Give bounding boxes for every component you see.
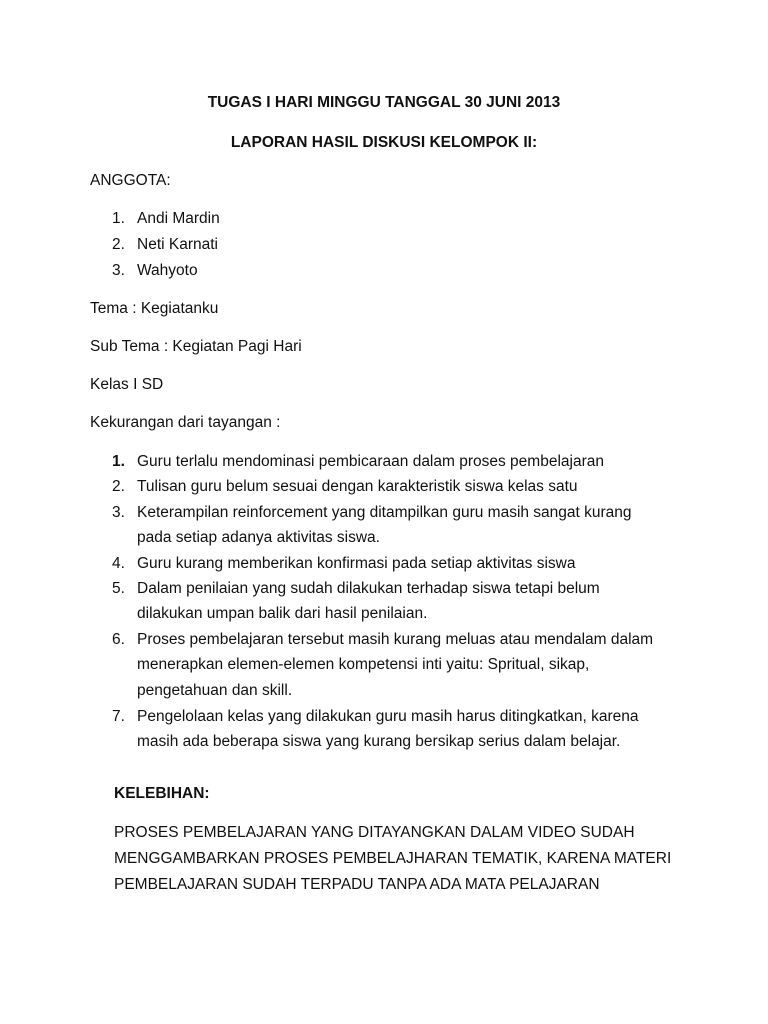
kelebihan-line: PEMBELAJARAN SUDAH TERPADU TANPA ADA MATA PELAJARAN: [114, 875, 600, 893]
list-number: 2.: [112, 478, 125, 495]
list-text-continuation: pada setiap adanya aktivitas siswa.: [137, 529, 380, 546]
tema-line: Tema : Kegiatanku: [90, 300, 219, 317]
list-text: Guru kurang memberikan konfirmasi pada setiap aktivitas siswa: [137, 555, 576, 572]
list-text-continuation: pengetahuan dan skill.: [137, 682, 293, 699]
list-text: Pengelolaan kelas yang dilakukan guru masih harus ditingkatkan, karena: [137, 708, 639, 725]
anggota-label: ANGGOTA:: [90, 172, 171, 189]
list-number: 2.: [112, 236, 125, 253]
list-number: 3.: [112, 262, 125, 279]
list-number: 1.: [112, 210, 125, 227]
list-text: Proses pembelajaran tersebut masih kurang meluas atau mendalam dalam: [137, 631, 654, 648]
member-name: Wahyoto: [137, 262, 198, 279]
kelas-line: Kelas I SD: [90, 376, 164, 393]
kelebihan-line: PROSES PEMBELAJARAN YANG DITAYANGKAN DALAM VIDEO SUDAH: [114, 823, 635, 841]
list-text-continuation: menerapkan elemen-elemen kompetensi inti yaitu: Spritual, sikap,: [137, 656, 590, 673]
list-number: 4.: [112, 555, 125, 572]
list-number: 6.: [112, 631, 125, 648]
sub-tema-line: Sub Tema : Kegiatan Pagi Hari: [90, 338, 302, 355]
kelebihan-label: KELEBIHAN:: [114, 784, 210, 802]
list-number: 1.: [112, 453, 125, 470]
list-number: 3.: [112, 504, 125, 521]
list-text: Keterampilan reinforcement yang ditampilkan guru masih sangat kurang: [137, 504, 632, 521]
list-text-continuation: masih ada beberapa siswa yang kurang bersikap serius dalam belajar.: [137, 733, 621, 750]
kekurangan-label: Kekurangan dari tayangan :: [90, 414, 281, 431]
list-text: Guru terlalu mendominasi pembicaraan dalam proses pembelajaran: [137, 453, 604, 470]
document-subtitle: LAPORAN HASIL DISKUSI KELOMPOK II:: [230, 134, 538, 151]
member-name: Neti Karnati: [137, 236, 218, 253]
kelebihan-line: MENGGAMBARKAN PROSES PEMBELAJHARAN TEMATIK, KARENA MATERI: [114, 849, 672, 867]
list-text: Dalam penilaian yang sudah dilakukan terhadap siswa tetapi belum: [137, 580, 600, 597]
document-title: TUGAS I HARI MINGGU TANGGAL 30 JUNI 2013: [207, 94, 561, 111]
list-number: 7.: [112, 708, 125, 725]
list-text-continuation: dilakukan umpan balik dari hasil penilaian.: [137, 605, 428, 622]
member-name: Andi Mardin: [137, 210, 220, 227]
list-number: 5.: [112, 580, 125, 597]
list-text: Tulisan guru belum sesuai dengan karakteristik siswa kelas satu: [137, 478, 578, 495]
